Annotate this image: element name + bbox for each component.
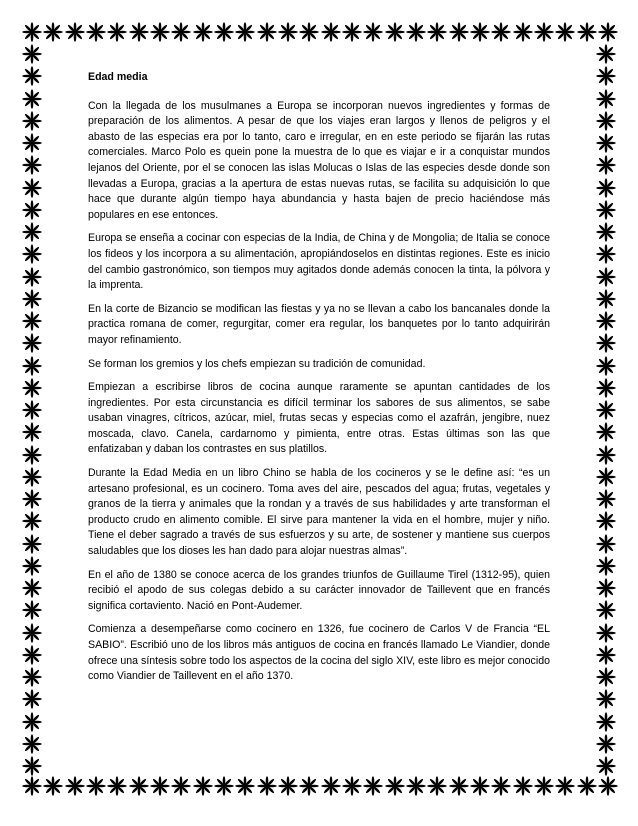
asterisk-flower-icon	[193, 776, 213, 796]
asterisk-flower-icon	[22, 667, 42, 687]
asterisk-flower-icon	[22, 155, 42, 175]
asterisk-flower-icon	[596, 200, 616, 220]
asterisk-flower-icon	[22, 378, 42, 398]
asterisk-flower-icon	[22, 289, 42, 309]
paragraph-7: En el año de 1380 se conoce acerca de los grandes triunfos de Guillaume Tirel (1312-95), quien recibió el apodo de sus colegas debido a su carácter innovador de Taillevent que en francés significa cortaviento. Nació en Pont-Audemer.	[88, 568, 550, 612]
asterisk-flower-icon	[193, 22, 213, 42]
asterisk-flower-icon	[596, 133, 616, 153]
asterisk-flower-icon	[596, 511, 616, 531]
asterisk-flower-icon	[596, 111, 616, 131]
asterisk-flower-icon	[470, 22, 490, 42]
asterisk-flower-icon	[22, 311, 42, 331]
paragraph-5: Empiezan a escribirse libros de cocina aunque raramente se apuntan cantidades de los ingredientes. Por esta circunstancia es difícil terminar los sabores de sus alimentos, se sabe usaban vinagres, cítricos, azúcar, miel, frutas secas y especias como el azafrán, jengibre, nuez moscada, clavo. Canela, cardarnomo y pimienta, entre otras. Estas últimas son las que enfatizaban y daban los contrastes en sus platillos.	[88, 381, 550, 456]
asterisk-flower-icon	[596, 556, 616, 576]
asterisk-flower-icon	[596, 66, 616, 86]
asterisk-flower-icon	[596, 667, 616, 687]
asterisk-flower-icon	[22, 712, 42, 732]
asterisk-flower-icon	[22, 600, 42, 620]
asterisk-flower-icon	[596, 712, 616, 732]
asterisk-flower-icon	[596, 378, 616, 398]
asterisk-flower-icon	[406, 22, 426, 42]
asterisk-flower-icon	[22, 645, 42, 665]
asterisk-flower-icon	[596, 467, 616, 487]
asterisk-flower-icon	[22, 133, 42, 153]
asterisk-flower-icon	[150, 22, 170, 42]
asterisk-flower-icon	[129, 22, 149, 42]
asterisk-flower-icon	[596, 600, 616, 620]
asterisk-flower-icon	[513, 22, 533, 42]
asterisk-flower-icon	[22, 445, 42, 465]
asterisk-flower-icon	[555, 22, 575, 42]
asterisk-flower-icon	[65, 22, 85, 42]
document-body	[88, 70, 550, 693]
asterisk-flower-icon	[22, 66, 42, 86]
asterisk-flower-icon	[534, 22, 554, 42]
asterisk-flower-icon	[596, 578, 616, 598]
asterisk-flower-icon	[22, 689, 42, 709]
asterisk-flower-icon	[596, 289, 616, 309]
asterisk-flower-icon	[427, 776, 447, 796]
asterisk-flower-icon	[22, 22, 42, 42]
asterisk-flower-icon	[22, 534, 42, 554]
asterisk-flower-icon	[129, 776, 149, 796]
asterisk-flower-icon	[299, 22, 319, 42]
asterisk-flower-icon	[596, 267, 616, 287]
asterisk-flower-icon	[22, 511, 42, 531]
paragraph-2: Europa se enseña a cocinar con especias de la India, de China y de Mongolia; de Italia se conoce los fideos y los incorpora a su alimentación, apropiándoselos en distintas regiones. Este es inicio del cambio gastronómico, son tiempos muy agitados donde además conocen la tinta, la pólvora y la imprenta.	[88, 232, 550, 292]
asterisk-flower-icon	[596, 89, 616, 109]
asterisk-flower-icon	[596, 756, 616, 776]
asterisk-flower-icon	[577, 776, 597, 796]
asterisk-flower-icon	[596, 222, 616, 242]
asterisk-flower-icon	[596, 400, 616, 420]
asterisk-flower-icon	[235, 22, 255, 42]
asterisk-flower-icon	[299, 776, 319, 796]
asterisk-flower-icon	[43, 22, 63, 42]
asterisk-flower-icon	[22, 333, 42, 353]
asterisk-flower-icon	[22, 489, 42, 509]
asterisk-flower-icon	[22, 111, 42, 131]
asterisk-flower-icon	[235, 776, 255, 796]
asterisk-flower-icon	[22, 734, 42, 754]
asterisk-flower-icon	[22, 178, 42, 198]
asterisk-flower-icon	[171, 22, 191, 42]
asterisk-flower-icon	[596, 534, 616, 554]
asterisk-flower-icon	[596, 244, 616, 264]
asterisk-flower-icon	[596, 178, 616, 198]
asterisk-flower-icon	[342, 776, 362, 796]
asterisk-flower-icon	[86, 22, 106, 42]
asterisk-flower-icon	[596, 356, 616, 376]
asterisk-flower-icon	[596, 623, 616, 643]
asterisk-flower-icon	[321, 776, 341, 796]
asterisk-flower-icon	[596, 489, 616, 509]
asterisk-flower-icon	[596, 645, 616, 665]
border-bottom	[22, 776, 618, 798]
asterisk-flower-icon	[491, 22, 511, 42]
asterisk-flower-icon	[406, 776, 426, 796]
paragraph-4: Se forman los gremios y los chefs empiezan su tradición de comunidad.	[88, 357, 426, 370]
asterisk-flower-icon	[107, 22, 127, 42]
asterisk-flower-icon	[449, 22, 469, 42]
asterisk-flower-icon	[596, 44, 616, 64]
paragraph-6: Durante la Edad Media en un libro Chino se habla de los cocineros y se le define así: “es un artesano profesional, es un cocinero. Toma aves del aire, pescados del agua; frutas, vegetales y granos de la tierra y animales que la rondan y a través de sus habilidades y arte transforman el producto crudo en alimento comible. El sirve para mantener la vida en el hombre, mujer y niño. Tiene el deber sagrado a través de sus esfuerzos y su arte, de sostener y mantiene sus cuerpos saludables que los dioses les han dado para alojar nuestras almas”.	[88, 467, 550, 558]
asterisk-flower-icon	[513, 776, 533, 796]
paragraph-3: En la corte de Bizancio se modifican las fiestas y ya no se llevan a cabo los bancanales donde la practica romana de comer, regurgitar, comer era regular, los banquetes por lo tanto adquirirán mayor refinamiento.	[88, 302, 550, 346]
asterisk-flower-icon	[22, 578, 42, 598]
asterisk-flower-icon	[598, 22, 618, 42]
asterisk-flower-icon	[596, 155, 616, 175]
asterisk-flower-icon	[22, 756, 42, 776]
paragraph-1: Con la llegada de los musulmanes a Europa se incorporan nuevos ingredientes y formas de preparación de los alimentos. A pesar de que los viajes eran largos y llenos de peligros y el abasto de las especias era por lo tanto, caro e irregular, en en este periodo se fijarán las rutas comerciales. Marco Polo es quein pone la muestra de lo que es viajar e ir a conquistar mundos lejanos del Oriente, por el se conocen las islas Molucas o Islas de las especies desde donde son llevadas a Europa, gracias a la apertura de estas nuevas rutas, se facilita su adquisición lo que hace que durante algún tiempo haya abundancia y hasta bajen de precio haciéndose más populares en ese entonces.	[88, 99, 550, 221]
asterisk-flower-icon	[427, 22, 447, 42]
asterisk-flower-icon	[534, 776, 554, 796]
asterisk-flower-icon	[363, 776, 383, 796]
asterisk-flower-icon	[598, 776, 618, 796]
asterisk-flower-icon	[596, 445, 616, 465]
asterisk-flower-icon	[342, 22, 362, 42]
asterisk-flower-icon	[577, 22, 597, 42]
asterisk-flower-icon	[22, 776, 42, 796]
asterisk-flower-icon	[22, 623, 42, 643]
asterisk-flower-icon	[214, 22, 234, 42]
asterisk-flower-icon	[22, 356, 42, 376]
asterisk-flower-icon	[278, 22, 298, 42]
asterisk-flower-icon	[22, 422, 42, 442]
asterisk-flower-icon	[385, 22, 405, 42]
paragraph-8: Comienza a desempeñarse como cocinero en 1326, fue cocinero de Carlos V de Francia “EL SABIO”. Escribió uno de los libros más antiguos de cocina en francés llamado Le Viandier, donde ofrece una síntesis sobre todo los aspectos de la cocina del siglo XIV, este libro es mejor conocido como Viandier de Taillevent en el año 1370.	[88, 623, 550, 683]
asterisk-flower-icon	[596, 311, 616, 331]
asterisk-flower-icon	[257, 776, 277, 796]
asterisk-flower-icon	[150, 776, 170, 796]
asterisk-flower-icon	[596, 333, 616, 353]
asterisk-flower-icon	[22, 44, 42, 64]
asterisk-flower-icon	[171, 776, 191, 796]
asterisk-flower-icon	[22, 89, 42, 109]
asterisk-flower-icon	[22, 556, 42, 576]
asterisk-flower-icon	[22, 267, 42, 287]
asterisk-flower-icon	[65, 776, 85, 796]
border-right	[596, 44, 618, 776]
asterisk-flower-icon	[278, 776, 298, 796]
asterisk-flower-icon	[257, 22, 277, 42]
asterisk-flower-icon	[43, 776, 63, 796]
asterisk-flower-icon	[555, 776, 575, 796]
asterisk-flower-icon	[449, 776, 469, 796]
asterisk-flower-icon	[321, 22, 341, 42]
asterisk-flower-icon	[596, 422, 616, 442]
asterisk-flower-icon	[596, 689, 616, 709]
asterisk-flower-icon	[22, 467, 42, 487]
asterisk-flower-icon	[214, 776, 234, 796]
asterisk-flower-icon	[385, 776, 405, 796]
asterisk-flower-icon	[22, 222, 42, 242]
asterisk-flower-icon	[470, 776, 490, 796]
border-left	[22, 44, 44, 776]
document-title: Edad media	[88, 71, 148, 83]
asterisk-flower-icon	[596, 734, 616, 754]
asterisk-flower-icon	[22, 244, 42, 264]
asterisk-flower-icon	[107, 776, 127, 796]
border-top	[22, 22, 618, 44]
asterisk-flower-icon	[86, 776, 106, 796]
asterisk-flower-icon	[22, 200, 42, 220]
asterisk-flower-icon	[491, 776, 511, 796]
asterisk-flower-icon	[22, 400, 42, 420]
asterisk-flower-icon	[363, 22, 383, 42]
